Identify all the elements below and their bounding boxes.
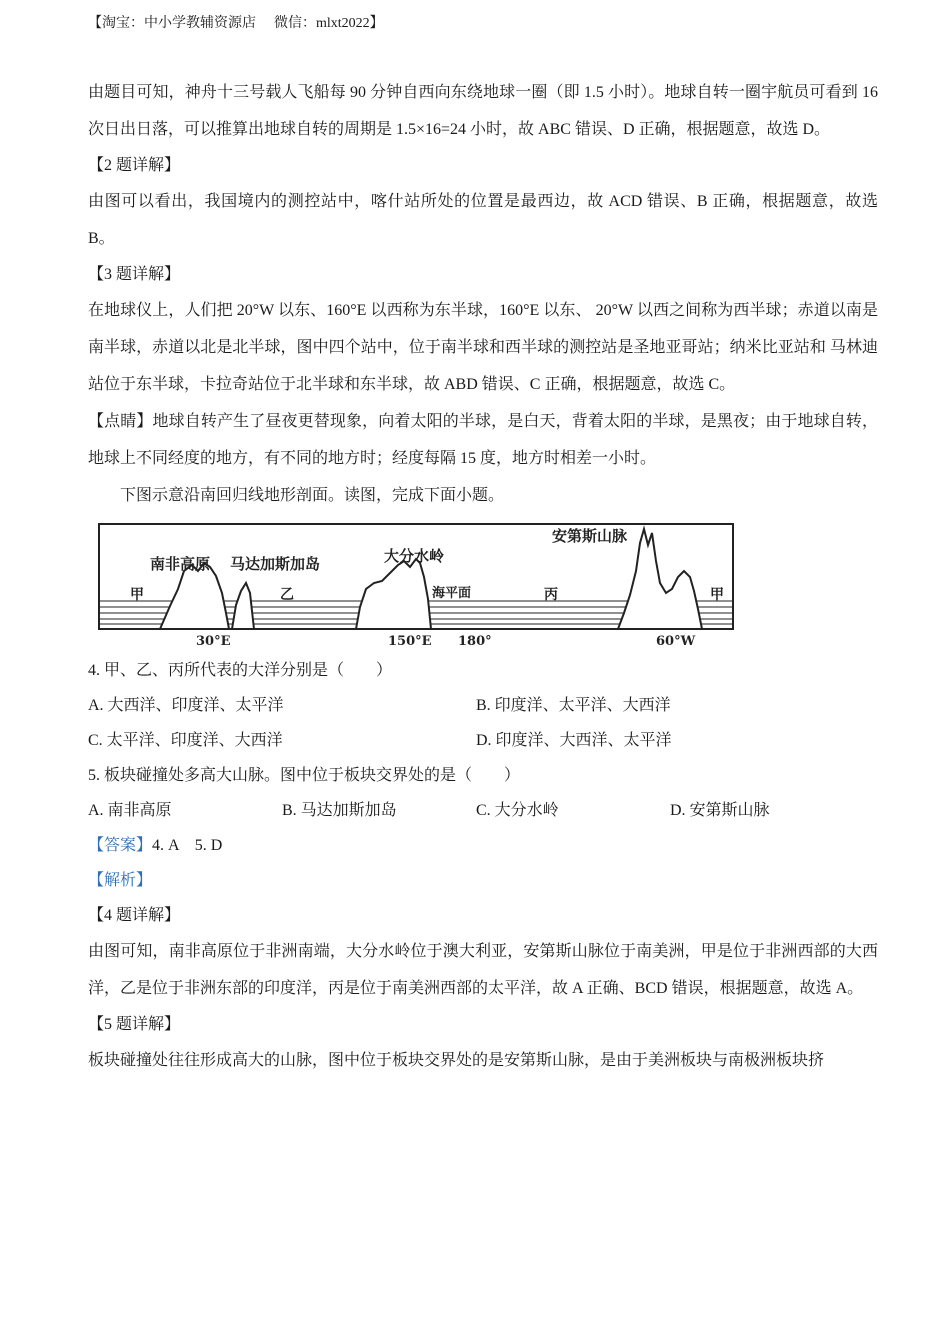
shop-text: 【淘宝：中小学教辅资源店 bbox=[88, 16, 256, 31]
q5-option-d: D. 安第斯山脉 bbox=[670, 802, 770, 819]
label-lon-180: 180° bbox=[458, 634, 492, 647]
q5-option-b: B. 马达加斯加岛 bbox=[282, 802, 397, 819]
paragraph-q4-detail: 由图可知，南非高原位于非洲南端，大分水岭位于澳大利亚，安第斯山脉位于南美洲，甲是位于非洲西部的大西洋，乙是位于非洲东部的印度洋，丙是位于南美洲西部的太平洋，故 A 正确、BCD 错误，根据题意，故选 A。 bbox=[88, 943, 878, 997]
q5-option-c: C. 大分水岭 bbox=[476, 802, 559, 819]
heading-q5-detail: 【5 题详解】 bbox=[88, 1016, 181, 1033]
terrain-profile-figure bbox=[98, 521, 746, 647]
heading-q4-detail: 【4 题详解】 bbox=[88, 907, 181, 924]
analysis-label: 【解析】 bbox=[88, 872, 153, 889]
paragraph-q5-detail: 板块碰撞处往往形成高大的山脉，图中位于板块交界处的是安第斯山脉，是由于美洲板块与南极洲板块挤 bbox=[88, 1052, 825, 1069]
q4-option-b: B. 印度洋、太平洋、大西洋 bbox=[476, 697, 671, 714]
paragraph-q3-detail: 在地球仪上，人们把 20°W 以东、160°E 以西称为东半球，160°E 以东、 20°W 以西之间称为西半球；赤道以南是南半球，赤道以北是北半球，图中四个站中，位于南半球和西半球的测控站是圣地亚哥站；纳米比亚站和 马林迪站位于东半球，卡拉奇站位于北半球和东半球，故 ABD 错误、C 正确，根据题意，故选 C。 bbox=[88, 302, 878, 393]
document-body bbox=[88, 74, 878, 1079]
answer-line bbox=[88, 828, 878, 863]
label-south-africa-plateau: 南非高原 bbox=[150, 555, 211, 573]
label-sea-level: 海平面 bbox=[432, 586, 472, 601]
figure-intro: 下图示意沿南回归线地形剖面。读图，完成下面小题。 bbox=[120, 485, 505, 504]
paragraph-dianjing: 【点睛】地球自转产生了昼夜更替现象，向着太阳的半球，是白天，背着太阳的半球，是黑夜；由于地球自转，地球上不同经度的地方，有不同的地方时；经度每隔 15 度，地方时相差一小时。 bbox=[88, 413, 878, 467]
heading-q3-detail: 【3 题详解】 bbox=[88, 266, 181, 283]
paragraph-q1-detail: 由题目可知，神舟十三号载人飞船每 90 分钟自西向东绕地球一圈（即 1.5 小时）。地球自转一圈宇航员可看到 16 次日出日落，可以推算出地球自转的周期是 1.5×16=24 小时，故 ABC 错误、D 正确，根据题意，故选 D。 bbox=[88, 84, 878, 138]
question-5-stem: 5. 板块碰撞处多高大山脉。图中位于板块交界处的是（ ） bbox=[88, 767, 521, 784]
label-yi: 乙 bbox=[280, 587, 294, 603]
answer-text: 4. A 5. D bbox=[152, 837, 223, 854]
q4-option-c: C. 太平洋、印度洋、大西洋 bbox=[88, 732, 283, 749]
terrain-profile-svg bbox=[98, 521, 746, 647]
heading-q2-detail: 【2 题详解】 bbox=[88, 157, 181, 174]
madagascar-landform bbox=[232, 583, 254, 629]
page-header bbox=[88, 12, 384, 32]
label-lon-30e: 30°E bbox=[196, 634, 231, 647]
question-4-stem: 4. 甲、乙、丙所代表的大洋分别是（ ） bbox=[88, 662, 393, 679]
label-jia-right: 甲 bbox=[710, 587, 724, 603]
q5-option-a: A. 南非高原 bbox=[88, 802, 172, 819]
label-madagascar: 马达加斯加岛 bbox=[230, 555, 321, 573]
question-4-options-row2 bbox=[88, 723, 878, 758]
label-bing: 丙 bbox=[544, 587, 558, 603]
label-andes: 安第斯山脉 bbox=[552, 527, 628, 545]
south-america-landform bbox=[618, 529, 702, 629]
label-great-dividing-range: 大分水岭 bbox=[384, 547, 445, 565]
question-4-options-row1 bbox=[88, 688, 878, 723]
label-lon-60w: 60°W bbox=[656, 634, 696, 647]
q4-option-a: A. 大西洋、印度洋、太平洋 bbox=[88, 697, 284, 714]
wechat-text: 微信：mlxt2022】 bbox=[274, 16, 384, 31]
paragraph-q2-detail: 由图可以看出，我国境内的测控站中，喀什站所处的位置是最西边，故 ACD 错误、B 正确，根据题意，故选 B。 bbox=[88, 193, 878, 247]
label-jia-left: 甲 bbox=[130, 587, 144, 603]
australia-landform bbox=[356, 559, 431, 629]
answer-label: 【答案】 bbox=[88, 837, 153, 854]
q4-option-d: D. 印度洋、大西洋、太平洋 bbox=[476, 732, 672, 749]
question-5-options bbox=[88, 793, 878, 828]
label-lon-150e: 150°E bbox=[388, 634, 432, 647]
